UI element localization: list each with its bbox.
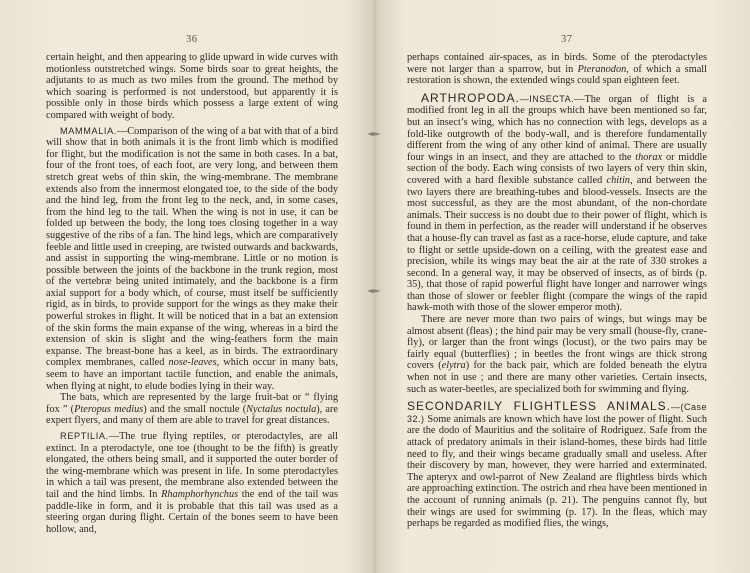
- paragraph-text: Some animals are known which have lost the power of flight. Such are the dodo of Mauritius and the solitaire of Rodriguez. Safe from the attack of predatory animals in their island-homes, these birds had little need to fly, and their wings became gradually small and useless. After their discovery by man, however, they were harried and exterminated. The apteryx and owl-parrot of New Zealand are flightless birds which are approaching extinction. The ostrich and rhea have been mentioned in the account of running animals (p. 21). The penguins cannot fly, but their wings are used for swimming (p. 17). In the fleas, which may perhaps be regarded as modified flies, the wings,: [407, 413, 707, 530]
- species-name: Pteropus medius: [74, 403, 144, 415]
- section-heading-flightless: SECONDARILY FLIGHTLESS ANIMALS.: [407, 399, 671, 414]
- paragraph-text: ) for the back pair, which are folded beneath the elytra when not in use ; and there are many other varieties. Certain insects, such as water-beetles, are specialized both for swimming and flying.: [407, 360, 707, 395]
- section-heading-reptilia: REPTILIA.: [60, 431, 109, 441]
- italic-term: thorax: [635, 151, 663, 163]
- paragraph-text: the end of the tail was paddle-like in form, and it is probable that this tail was used as a steering organ during flight. Certain of the bones seem to have been hollow, and,: [46, 488, 339, 535]
- paragraph-text: —The true flying reptiles, or pterodactyles, are all extinct. In a pterodactyle, one toe (thought to be the fifth) is greatly elongated, the others being small, and it supported the outer border of the wing-membrane which was present in life. In some pterodactyles in which a tail was present, the membrane also extended between the tail and the hind limbs. In: [46, 431, 338, 500]
- paragraph-arthropoda: [407, 90, 707, 314]
- paragraph-wings: [407, 314, 707, 395]
- italic-term: chitin: [606, 174, 630, 186]
- italic-term: nose-leaves: [168, 357, 217, 369]
- section-heading-mammalia: MAMMALIA.: [60, 125, 117, 136]
- case-reference: —(Case 32.): [407, 402, 707, 424]
- genus-name: Rhamphorhynchus: [161, 488, 239, 500]
- paragraph-text: or middle section of the body. Each wing consists of two layers of very thin skin, covered with a hard flexible substance called: [407, 151, 707, 186]
- paragraph-text: —Comparison of the wing of a bat with that of a bird will show that in both animals it is the front limb which is modified for flight, but the modification is not the same in both cases. In a bat, four of the front toes, of each foot, are very long, and between them stretch great webs of thin skin, the wing-membrane. The membrane extends also from the innermost elongated toe, to the side of the body and the hind leg, from the front leg to the neck, and, in some cases, from the hind leg to the tail. When the wing is not in use, it can be folded up between the body, the long toes closing together in a way suggestive of the ribs of a fan. The hind legs, which are comparatively feeble and little used in creeping, are twisted outwards and backwards, and assist in supporting the wing-membrane. Little or no motion is possible between the joints of the backbone in the trunk region, most of the vertebræ being united intimately, and the backbone is a firm axial support for a body which, of course, must itself be sufficiently rigid, as in birds, to provide support for the wings as they make their powerful strokes in flight. It will be noticed that in a bat an extension of the skin forms the main expanse of the wing, whereas in a bird the extension of skin is slight and the wing-feathers form the main expanse. The breast-bone has a keel, as in birds. The extraordinary complex membranes, called: [46, 125, 338, 369]
- genus-name: Pteranodon: [577, 63, 627, 75]
- section-heading-arthropoda: ARTHROPODA.: [421, 90, 520, 105]
- page-number: 36: [186, 34, 198, 45]
- italic-term: elytra: [441, 360, 466, 372]
- paragraph-text: perhaps contained air-spaces, as in birds. Some of the pterodactyles were not larger than a sparrow, but in: [407, 52, 707, 75]
- paragraph-text: ) and the small noctule (: [143, 403, 247, 415]
- species-name: Nyctalus noctula: [246, 403, 317, 415]
- paragraph-flightless: [407, 401, 707, 530]
- paragraph-text: There are never more than two pairs of wings, but wings may be almost absent (fleas) ; the hind pair may be very small (house-fly, crane-fly), or larger than the front wings (locust), or the two pairs may be fairly equal (butterflies) ; in beetles the front wings are thick strong covers (: [407, 314, 707, 372]
- paragraph-text: ), are expert flyers, and many of them are able to travel for great distances.: [46, 403, 338, 427]
- paragraph-bats: [46, 392, 338, 427]
- paragraph-reptilia: [46, 431, 338, 535]
- subsection-heading-insecta: —INSECTA.: [519, 93, 575, 104]
- paragraph-text: , which occur in many bats, seem to have an important tactile function, and enable the animals, when flying at night, to elude bodies lying in their way.: [46, 357, 339, 392]
- right-page-body: [407, 52, 707, 530]
- paragraph: certain height, and then appearing to glide upward in wide curves with motionless outstretched wings. Some birds soar to great heights, the adjutants to as much as two miles from the ground. The method by which soaring is performed is not understood, but apparently it is possible only in those birds which possess a large extent of wing compared with weight of body.: [46, 52, 338, 121]
- paragraph-text: —The organ of flight is a modified front leg in all the groups which have been mentioned so far, but an insect’s wing, which has no connection with legs, develops as a fold-like outgrowth of the body-wall, and is therefore fundamentally different from the wing of any other kind of animal. There are usually four wings in an insect, and they are attached to the: [407, 93, 707, 163]
- paragraph: [407, 52, 707, 87]
- right-page: [375, 0, 750, 573]
- left-page-body: [46, 52, 338, 535]
- paragraph-text: The bats, which are represented by the large fruit-bat or “ flying fox ” (: [46, 392, 338, 415]
- page-number: 37: [561, 34, 573, 45]
- paragraph-text: , of which a small restoration is shown, the extended wings could span eighteen feet.: [407, 63, 707, 87]
- paragraph-mammalia: [46, 126, 338, 393]
- paragraph-text: , and between the two layers there are breathing-tubes and blood-vessels. Insects are the most successful, as they are the most abundant, of the non-chordate animals. Their success is no doubt due to their power of flight, which is found in them in perfection, as the reader will understand if he observes that a house-fly can travel as fast as a race-horse, elude capture, and take to flight or settle upside-down on a ceiling, with the greatest ease and precision, while its wings may beat the air at the rate of 330 strokes a second. In a general way, it may be observed of insects, as of birds (p. 35), that those of rapid powerful flight have longer and narrower wings than those of slower or feebler flight (compare the wings of the rapid hawk-moth with those of the slower emperor moth).: [407, 174, 707, 314]
